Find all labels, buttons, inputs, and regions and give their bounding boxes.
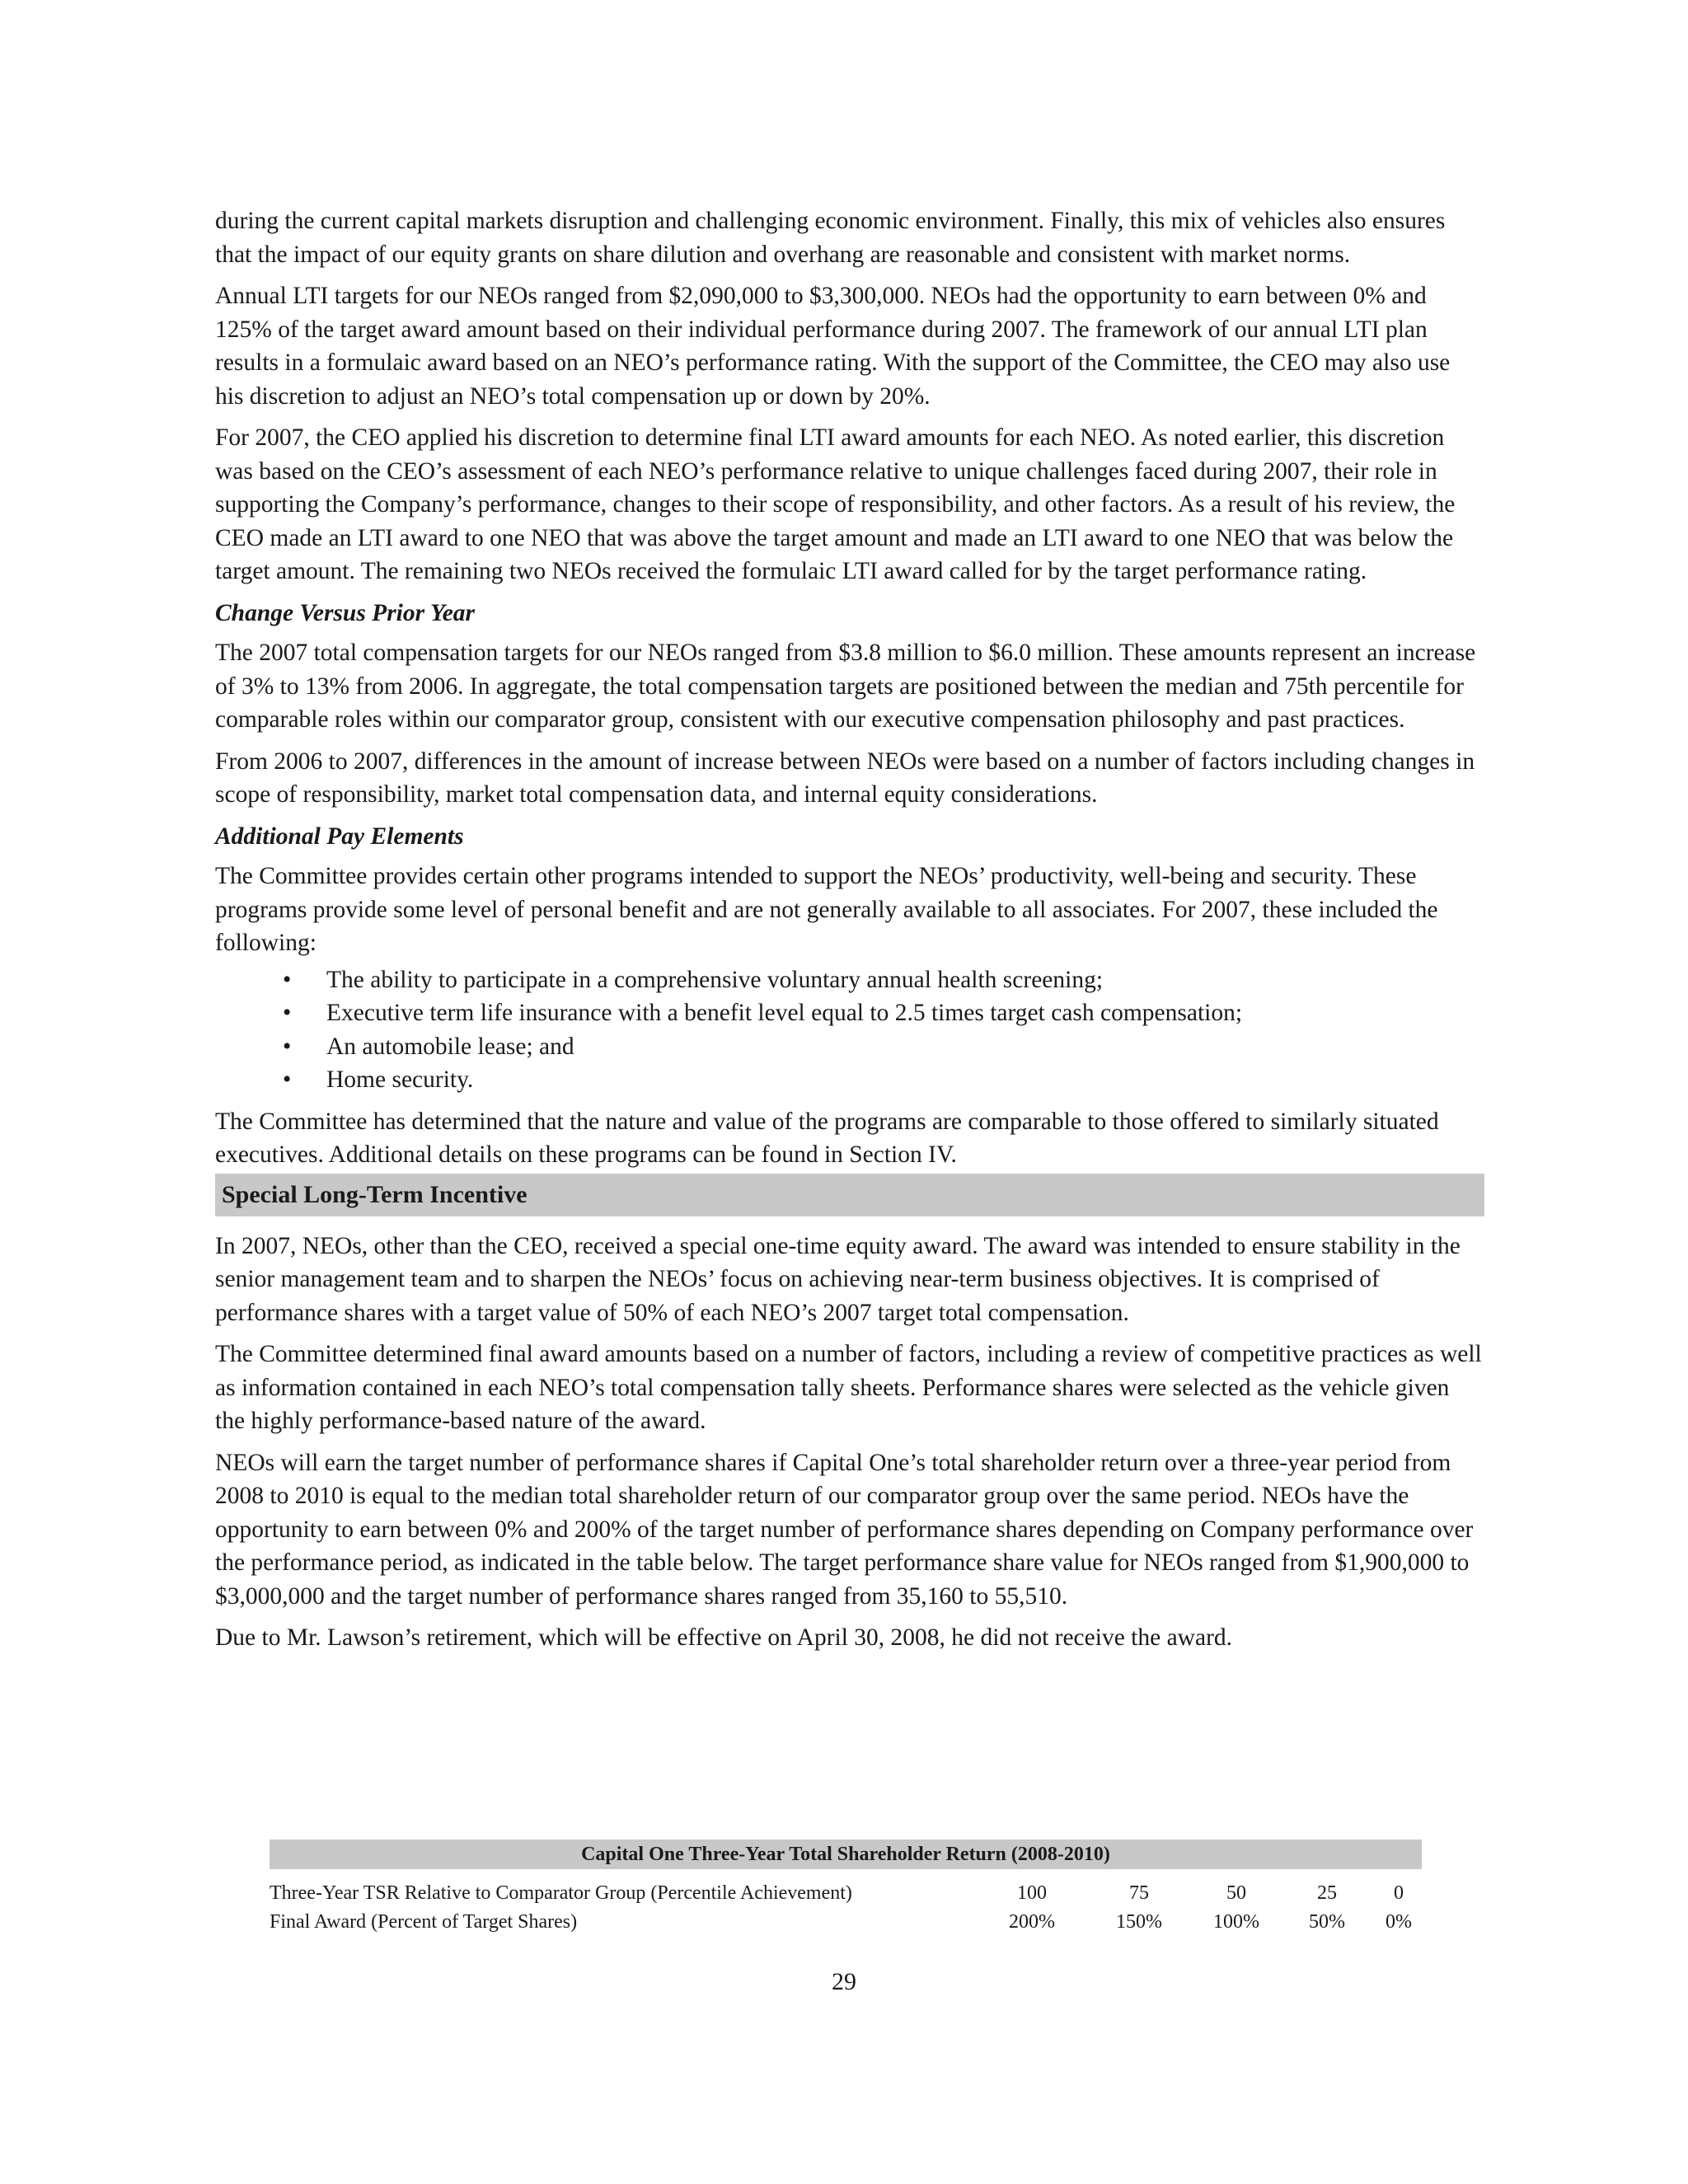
bullet-list (215, 963, 1484, 1097)
table-row (270, 1906, 1428, 1938)
table-cell: 75 (1129, 1882, 1149, 1904)
bullet-icon: • (283, 1033, 292, 1060)
table-cell: 100 (1017, 1882, 1047, 1904)
list-item-text: The ability to participate in a comprehensive voluntary annual health screening; (326, 966, 1104, 993)
row-label: Final Award (Percent of Target Shares) (270, 1911, 578, 1933)
row-label: Three-Year TSR Relative to Comparator Group (Percentile Achievement) (270, 1882, 852, 1904)
paragraph: during the current capital markets disruption and challenging economic environment. Finally, this mix of vehicles also ensures that the impact of our equity grants on share dilution and overhang are reasonable and consistent with market norms. (215, 208, 1446, 268)
section-heading-change: Change Versus Prior Year (215, 599, 476, 626)
paragraph: The Committee determined final award amounts based on a number of factors, including a review of competitive practices as well as information contained in each NEO’s total compensation tally sheets. Performance shares were selected as the vehicle given the highly performance-based nature of the award. (215, 1341, 1482, 1434)
table-title: Capital One Three-Year Total Shareholder Return (2008-2010) (270, 1840, 1422, 1869)
paragraph: Annual LTI targets for our NEOs ranged from $2,090,000 to $3,300,000. NEOs had the opportunity to earn between 0% and 125% of the target award amount based on their individual performance during 2007. The framework of our annual LTI plan results in a formulaic award based on an NEO’s performance rating. With the support of the Committee, the CEO may also use his discretion to adjust an NEO’s total compensation up or down by 20%. (215, 283, 1451, 410)
list-item-text: Executive term life insurance with a benefit level equal to 2.5 times target cash compensation; (326, 1000, 1243, 1026)
list-item (215, 996, 1484, 1030)
list-item (215, 963, 1484, 997)
section-heading-additional: Additional Pay Elements (215, 823, 464, 850)
section-title-special-lti: Special Long-Term Incentive (215, 1174, 1484, 1216)
table-cell: 0 (1394, 1882, 1404, 1904)
paragraph: In 2007, NEOs, other than the CEO, received a special one-time equity award. The award was intended to ensure stability in the senior management team and to sharpen the NEOs’ focus on achieving near-term business objectives. It is comprised of performance shares with a target value of 50% of each NEO’s 2007 target total compensation. (215, 1232, 1461, 1326)
table-cell: 100% (1213, 1911, 1259, 1933)
paragraph: Due to Mr. Lawson’s retirement, which will be effective on April 30, 2008, he did not receive the award. (215, 1624, 1233, 1651)
table-cell: 0% (1386, 1911, 1412, 1933)
page-number: 29 (832, 1968, 856, 1995)
paragraph: The Committee provides certain other programs intended to support the NEOs’ productivity, well-being and security. These programs provide some level of personal benefit and are not generally available to all associates. For 2007, these included the following: (215, 863, 1438, 956)
tsr-table (270, 1840, 1428, 1938)
bullet-icon: • (283, 966, 292, 993)
paragraph: The 2007 total compensation targets for our NEOs ranged from $3.8 million to $6.0 million. These amounts represent an increase of 3% to 13% from 2006. In aggregate, the total compensation targets are positioned between the median and 75th percentile for comparable roles within our comparator group, consistent with our executive compensation philosophy and past practices. (215, 640, 1476, 733)
table-cell: 50 (1226, 1882, 1246, 1904)
table-cell: 200% (1009, 1911, 1055, 1933)
table-cell: 50% (1309, 1911, 1345, 1933)
bullet-icon: • (283, 1000, 292, 1026)
table-row (270, 1877, 1428, 1910)
paragraph: From 2006 to 2007, differences in the amount of increase between NEOs were based on a number of factors including changes in scope of responsibility, market total compensation data, and internal equity considerations. (215, 748, 1475, 808)
list-item (215, 1063, 1484, 1097)
table-cell: 150% (1116, 1911, 1162, 1933)
page-content (215, 204, 1484, 1663)
list-item-text: Home security. (326, 1066, 474, 1093)
paragraph: For 2007, the CEO applied his discretion to determine final LTI award amounts for each NEO. As noted earlier, this discretion was based on the CEO’s assessment of each NEO’s performance relative to unique challenges faced during 2007, their role in supporting the Company’s performance, changes to their scope of responsibility, and other factors. As a result of his review, the CEO made an LTI award to one NEO that was above the target amount and made an LTI award to one NEO that was below the target amount. The remaining two NEOs received the formulaic LTI award called for by the target performance rating. (215, 424, 1456, 584)
bullet-icon: • (283, 1066, 292, 1093)
table-cell: 25 (1317, 1882, 1337, 1904)
paragraph: NEOs will earn the target number of performance shares if Capital One’s total shareholder return over a three-year period from 2008 to 2010 is equal to the median total shareholder return of our comparator group over the same period. NEOs have the opportunity to earn between 0% and 200% of the target number of performance shares depending on Company performance over the performance period, as indicated in the table below. The target performance share value for NEOs ranged from $1,900,000 to $3,000,000 and the target number of performance shares ranged from 35,160 to 55,510. (215, 1449, 1474, 1610)
list-item (215, 1030, 1484, 1064)
paragraph: The Committee has determined that the nature and value of the programs are comparable to those offered to similarly situated executives. Additional details on these programs can be found in Section IV. (215, 1108, 1439, 1168)
list-item-text: An automobile lease; and (326, 1033, 574, 1060)
